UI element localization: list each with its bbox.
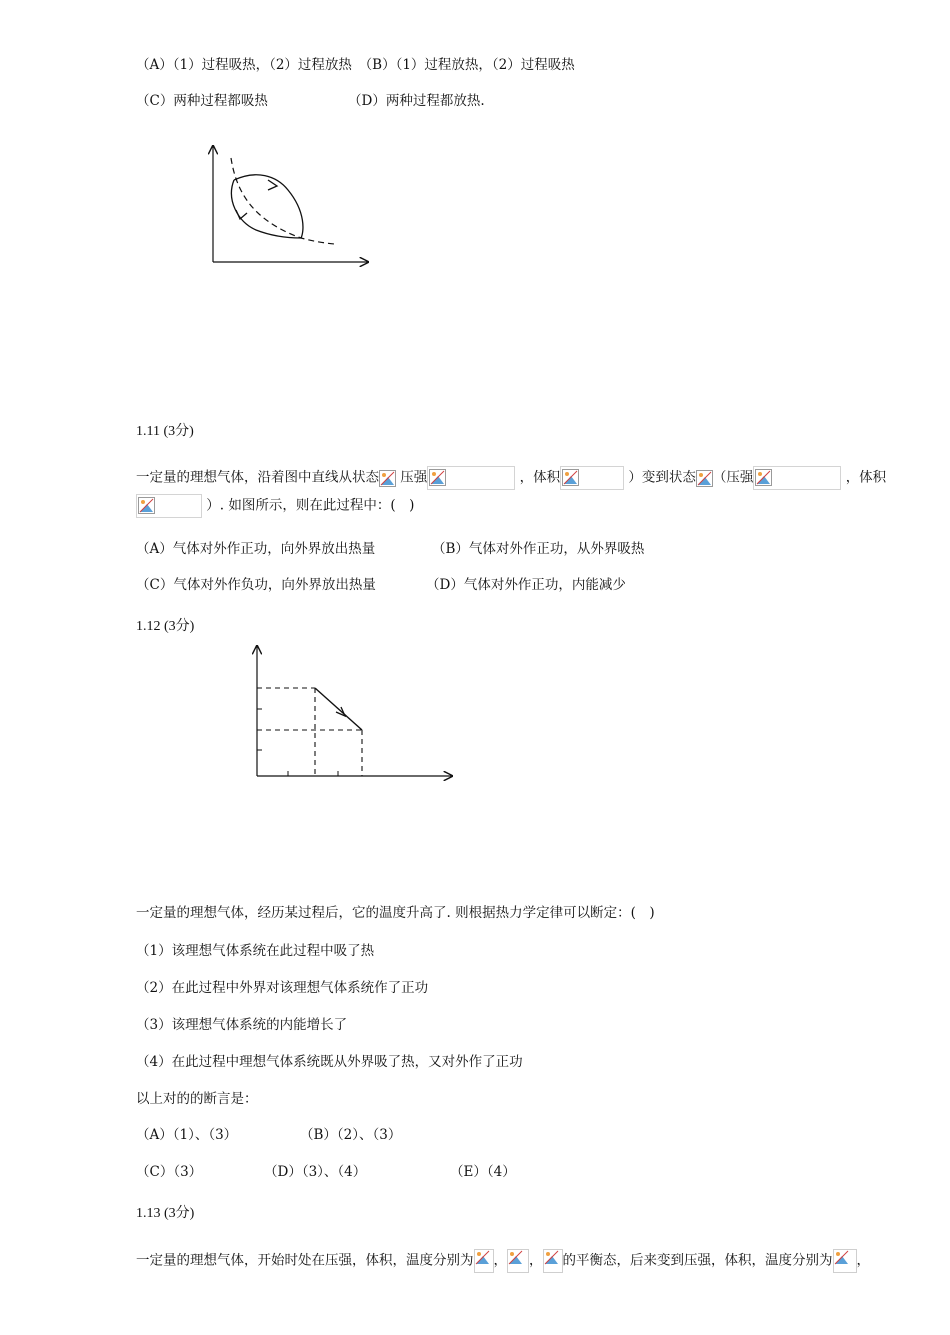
stem-text: 一定量的理想气体，沿着图中直线从状态 — [136, 469, 379, 486]
stem-text: （压强 — [712, 469, 754, 486]
broken-image-icon — [379, 470, 396, 487]
question-1-11-stem-line1 — [136, 466, 886, 490]
image-field — [136, 494, 202, 518]
question-1-12-stem: 一定量的理想气体，经历某过程后，它的温度升高了. 则根据热力学定律可以断定：( ) — [136, 905, 655, 921]
statement-2: （2）在此过程中外界对该理想气体系统作了正功 — [136, 980, 429, 996]
broken-image-icon — [755, 469, 772, 486]
option-row-ab: （A）（1）过程吸热，（2）过程放热 （B）（1）过程放热，（2）过程吸热 — [136, 57, 575, 73]
broken-image-icon — [833, 1249, 857, 1273]
image-field — [560, 466, 624, 490]
stem-text: 压强 — [400, 469, 428, 486]
question-heading-1-12: 1.12 (3分) — [136, 619, 195, 634]
broken-image-icon — [474, 1249, 494, 1273]
broken-image-icon — [543, 1249, 563, 1273]
option-a: （A）气体对外作正功，向外界放出热量 — [136, 541, 376, 557]
option-d: （D）两种过程都放热. — [348, 93, 485, 109]
broken-image-icon — [696, 470, 713, 487]
question-heading-1-11: 1.11 (3分) — [136, 424, 194, 439]
statement-1: （1）该理想气体系统在此过程中吸了热 — [136, 943, 375, 959]
question-heading-1-13: 1.13 (3分) — [136, 1206, 195, 1221]
image-field — [427, 466, 515, 490]
statement-4: （4）在此过程中理想气体系统既从外界吸了热，又对外作了正功 — [136, 1054, 523, 1070]
separator: ， — [529, 1252, 543, 1269]
stem-text: 一定量的理想气体，开始时处在压强，体积，温度分别为 — [136, 1252, 474, 1269]
stem-text: ）变到状态 — [628, 469, 696, 486]
option-b: （B）气体对外作正功，从外界吸热 — [432, 541, 645, 557]
option-c: （C）两种过程都吸热 — [136, 93, 268, 109]
process-figure-2 — [240, 640, 460, 785]
separator: ， — [856, 1252, 870, 1269]
separator: ， — [493, 1252, 507, 1269]
process-figure-1 — [196, 140, 376, 270]
process-1-curve — [234, 175, 303, 238]
broken-image-icon — [507, 1249, 529, 1273]
option-a: （A）（1）、（3） — [136, 1127, 238, 1143]
stem-text: ，体积 — [519, 469, 561, 486]
option-c: （C）气体对外作负功，向外界放出热量 — [136, 577, 376, 593]
arrow-process-2 — [236, 210, 247, 219]
conclusion-prompt: 以上对的的断言是： — [136, 1091, 258, 1107]
isotherm-curve — [231, 158, 336, 244]
statement-3: （3）该理想气体系统的内能增长了 — [136, 1017, 348, 1033]
option-e: （E）（4） — [450, 1164, 516, 1180]
option-d: （D）气体对外作正功，内能减少 — [426, 577, 626, 593]
broken-image-icon — [138, 497, 155, 514]
question-1-13-stem — [136, 1249, 870, 1273]
arrow-process-1 — [268, 180, 277, 190]
process-line — [315, 688, 362, 730]
image-field — [753, 466, 841, 490]
stem-text: 的平衡态，后来变到压强，体积，温度分别为 — [562, 1252, 833, 1269]
stem-text: ）. 如图所示，则在此过程中：( ) — [206, 497, 415, 514]
broken-image-icon — [562, 469, 579, 486]
stem-text: ，体积 — [845, 469, 887, 486]
process-2-curve — [231, 180, 301, 238]
broken-image-icon — [429, 469, 446, 486]
option-d: （D）（3）、（4） — [264, 1164, 367, 1180]
option-c: （C）（3） — [136, 1164, 203, 1180]
option-b: （B）（2）、（3） — [300, 1127, 402, 1143]
question-1-11-stem-line2 — [136, 494, 414, 518]
